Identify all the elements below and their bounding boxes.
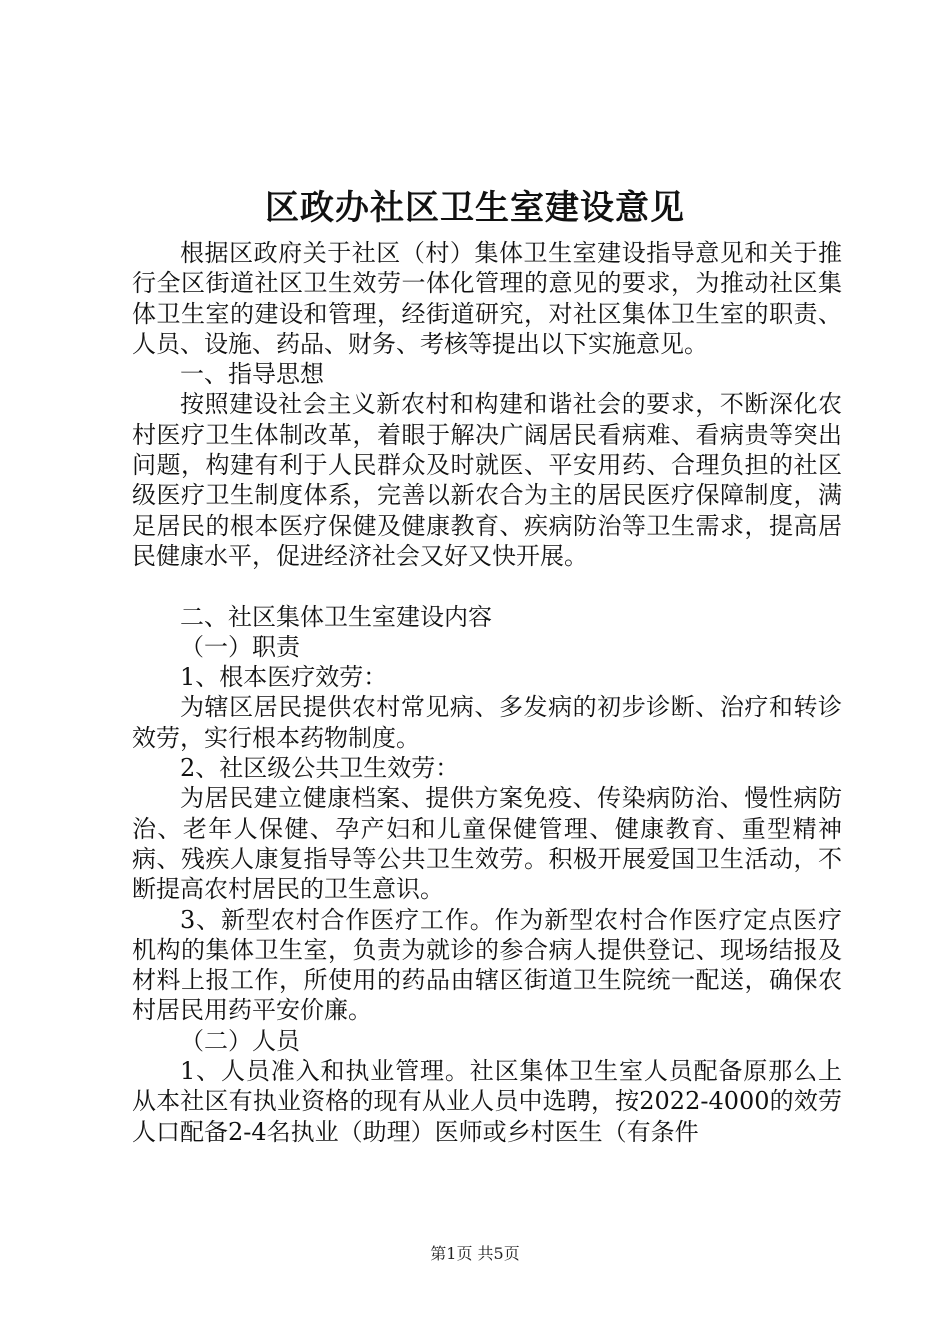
intro-paragraph: 根据区政府关于社区（村）集体卫生室建设指导意见和关于推行全区街道社区卫生效劳一体化管理的意见的要求，为推动社区集体卫生室的建设和管理，经街道研究，对社区集体卫生室的职责、人员、设施、药品、财务、考核等提出以下实施意见。 bbox=[132, 239, 842, 358]
guiding-thought-paragraph: 按照建设社会主义新农村和构建和谐社会的要求，不断深化农村医疗卫生体制改革，着眼于解决广阔居民看病难、看病贵等突出问题，构建有利于人民群众及时就医、平安用药、合理负担的社区级医疗卫生制度体系，完善以新农合为主的居民医疗保障制度，满足居民的根本医疗保健及健康教育、疾病防治等卫生需求，提高居民健康水平，促进经济社会又好又快开展。 bbox=[132, 390, 842, 570]
basic-medical-paragraph: 为辖区居民提供农村常见病、多发病的初步诊断、治疗和转诊效劳，实行根本药物制度。 bbox=[132, 693, 842, 752]
section-heading-guiding-thought: 一、指导思想 bbox=[180, 360, 324, 389]
subsection-heading-duties: （一）职责 bbox=[180, 632, 300, 661]
section-heading-construction-content: 二、社区集体卫生室建设内容 bbox=[180, 602, 492, 631]
blank-line bbox=[132, 571, 842, 601]
cooperative-medical-paragraph: 3、新型农村合作医疗工作。作为新型农村合作医疗定点医疗机构的集体卫生室，负责为就诊的参合病人提供登记、现场结报及材料上报工作，所使用的药品由辖区街道卫生院统一配送，确保农村居民用药平安价廉。 bbox=[132, 905, 842, 1025]
document-title: 区政办社区卫生室建设意见 bbox=[265, 188, 685, 228]
page-number-footer: 第1页 共5页 bbox=[430, 1244, 520, 1263]
item-heading-basic-medical: 1、根本医疗效劳： bbox=[180, 663, 388, 692]
subsection-heading-personnel: （二）人员 bbox=[180, 1026, 300, 1055]
public-health-paragraph: 为居民建立健康档案、提供方案免疫、传染病防治、慢性病防治、老年人保健、孕产妇和儿童保健管理、健康教育、重型精神病、残疾人康复指导等公共卫生效劳。积极开展爱国卫生活动，不断提高农村居民的卫生意识。 bbox=[132, 784, 842, 904]
personnel-paragraph: 1、人员准入和执业管理。社区集体卫生室人员配备原那么上从本社区有执业资格的现有从业人员中选聘，按2022-4000的效劳人口配备2-4名执业（助理）医师或乡村医生（有条件 bbox=[132, 1057, 842, 1146]
item-heading-public-health: 2、社区级公共卫生效劳： bbox=[180, 754, 460, 783]
document-body bbox=[132, 238, 842, 1147]
